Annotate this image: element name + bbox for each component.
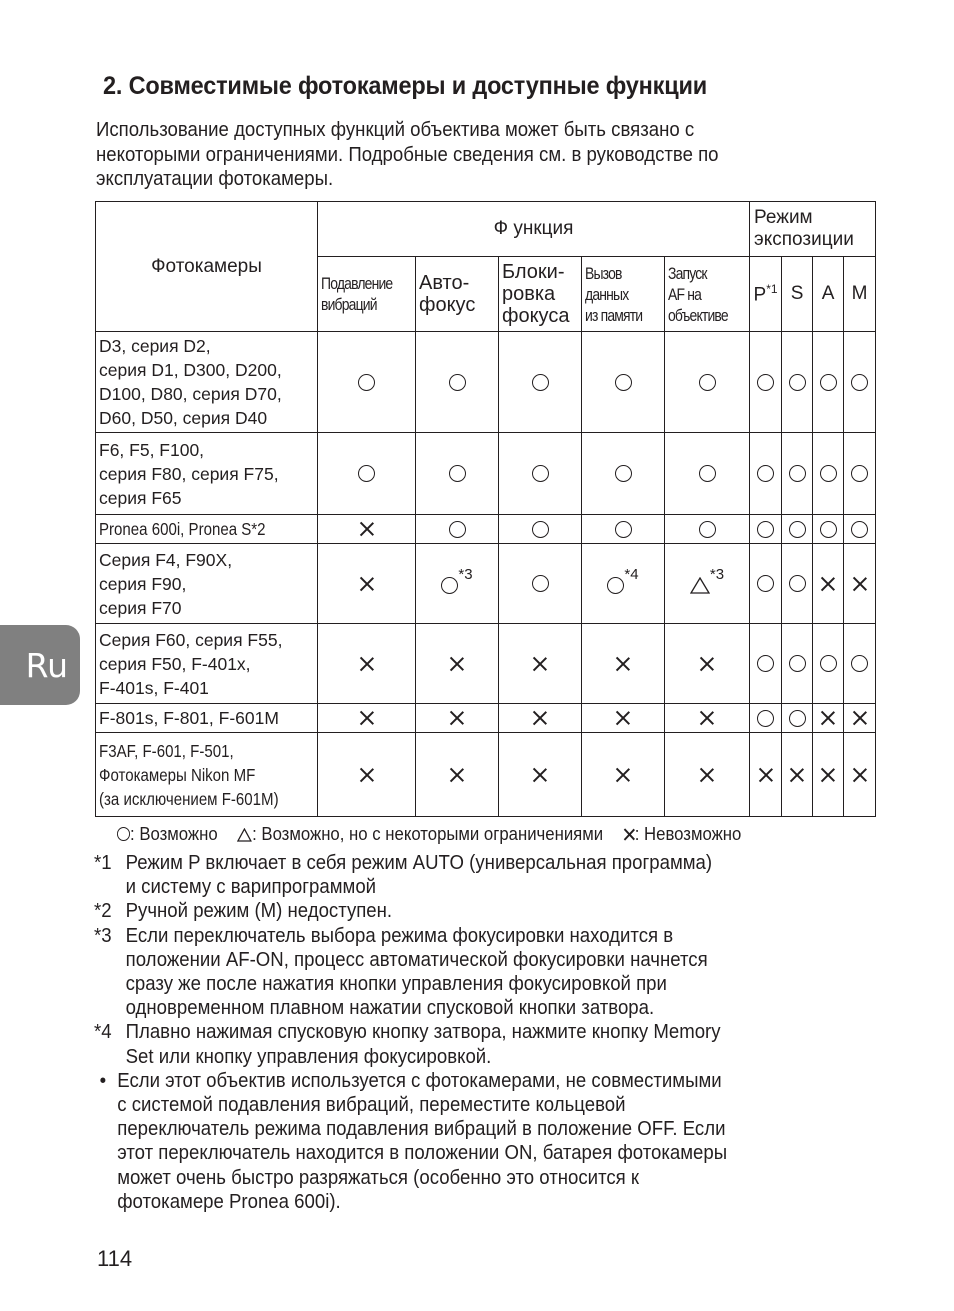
header-exposure-mode <box>750 202 876 257</box>
cross-icon <box>359 767 375 783</box>
camera-line: Серия F60, серия F55, <box>99 629 283 650</box>
circle-icon <box>789 465 806 482</box>
circle-icon <box>699 374 716 391</box>
circle-icon <box>851 374 868 391</box>
cross-icon <box>699 767 715 783</box>
bullet-icon: • <box>99 1069 107 1092</box>
compat-cell <box>844 515 876 544</box>
compat-cell <box>813 544 844 624</box>
bullet-line: Если этот объектив используется с фотокамерами, не совместимыми <box>117 1069 722 1092</box>
camera-cell <box>96 332 318 433</box>
legend-label: : Возможно, но с некоторыми ограничениями <box>252 824 604 844</box>
compat-cell <box>499 544 582 624</box>
header-mode-line: Режим <box>754 207 813 228</box>
language-tab: Ru <box>0 625 80 705</box>
cross-icon <box>820 767 836 783</box>
compat-cell <box>844 733 876 817</box>
footnote-4 <box>94 1020 838 1068</box>
header-mode-p <box>750 257 782 332</box>
header-function: Ф ункция <box>318 202 750 257</box>
cross-icon <box>699 710 715 726</box>
mode-label: P <box>753 284 767 306</box>
circle-icon <box>757 465 774 482</box>
header-line: фокуса <box>502 305 570 327</box>
header-vibration-reduction <box>318 257 416 332</box>
cross-icon <box>820 576 836 592</box>
cross-icon <box>532 767 548 783</box>
compat-cell <box>813 515 844 544</box>
cross-icon <box>615 710 631 726</box>
compat-cell <box>416 433 499 515</box>
circle-icon <box>449 374 466 391</box>
cross-icon <box>789 767 805 783</box>
compat-cell <box>750 733 782 817</box>
cross-icon <box>699 656 715 672</box>
compat-cell <box>844 624 876 704</box>
camera-cell <box>96 515 318 544</box>
circle-icon <box>532 374 549 391</box>
compat-cell <box>416 332 499 433</box>
compat-cell <box>499 433 582 515</box>
footnote-mark: *2 <box>94 900 112 923</box>
circle-icon <box>789 521 806 538</box>
header-cameras: Фотокамеры <box>96 202 318 332</box>
header-line: Авто- <box>419 272 470 294</box>
cross-icon <box>532 656 548 672</box>
compat-cell <box>499 624 582 704</box>
compat-cell <box>582 624 665 704</box>
cross-icon <box>532 710 548 726</box>
camera-cell <box>96 433 318 515</box>
compat-cell <box>750 624 782 704</box>
compat-cell <box>665 704 750 733</box>
compat-cell <box>782 624 813 704</box>
header-line: объективе <box>668 305 728 325</box>
footnote-line: сразу же после нажатия кнопки управления фокусировкой при <box>125 973 667 996</box>
footnote-2 <box>94 899 838 923</box>
circle-icon <box>441 577 458 594</box>
camera-cell <box>96 733 318 817</box>
compat-cell <box>665 544 750 624</box>
compat-cell <box>782 544 813 624</box>
compat-cell <box>582 332 665 433</box>
cross-icon <box>615 767 631 783</box>
cross-icon <box>449 767 465 783</box>
compat-cell <box>318 704 416 733</box>
header-line: Вызов <box>585 263 622 283</box>
compat-cell <box>416 704 499 733</box>
compat-cell <box>499 515 582 544</box>
bullet-line: переключатель режима подавления вибраций в положение OFF. Если <box>117 1118 726 1141</box>
compat-cell <box>750 544 782 624</box>
compat-cell <box>665 433 750 515</box>
compat-cell <box>813 624 844 704</box>
compat-cell <box>813 332 844 433</box>
camera-line: Серия F4, F90X, <box>99 549 233 570</box>
cross-icon <box>758 767 774 783</box>
bullet-line: с системой подавления вибраций, переместите кольцевой <box>117 1094 626 1117</box>
cross-icon <box>359 521 375 537</box>
camera-line: серия F90, <box>99 573 187 594</box>
footnote-line: одновременном плавном нажатии спусковой кнопки затвора. <box>125 997 655 1020</box>
circle-icon <box>789 374 806 391</box>
cross-icon <box>615 656 631 672</box>
header-focus-lock <box>499 257 582 332</box>
circle-icon <box>699 521 716 538</box>
circle-icon <box>615 374 632 391</box>
intro-line: Использование доступных функций объектива может быть связано с <box>96 119 695 141</box>
circle-icon <box>789 710 806 727</box>
header-autofocus <box>416 257 499 332</box>
cross-icon <box>359 656 375 672</box>
cross-icon <box>623 828 635 841</box>
camera-line: серия F65 <box>99 487 182 508</box>
compat-cell <box>750 332 782 433</box>
header-mode-s: S <box>782 257 813 332</box>
legend-label: : Невозможно <box>634 824 742 844</box>
circle-icon <box>757 710 774 727</box>
cross-icon <box>852 767 868 783</box>
compat-cell <box>750 515 782 544</box>
compat-cell <box>318 332 416 433</box>
header-mode-line: экспозиции <box>754 229 854 250</box>
compat-cell <box>782 733 813 817</box>
compat-cell <box>416 733 499 817</box>
page-number: 114 <box>97 1246 133 1271</box>
table-row <box>96 544 876 624</box>
cross-icon <box>449 710 465 726</box>
legend-limited <box>237 824 603 844</box>
footnote-line: и систему с варипрограммой <box>125 876 377 899</box>
compat-cell <box>499 332 582 433</box>
circle-icon <box>449 465 466 482</box>
camera-line: Pronea 600i, Pronea S*2 <box>99 519 266 539</box>
compat-cell <box>813 733 844 817</box>
intro-line: некоторыми ограничениями. Подробные сведения см. в руководстве по <box>96 143 719 166</box>
footnote-mark: *4 <box>94 1021 112 1044</box>
compat-cell <box>782 704 813 733</box>
footnote-ref: *3 <box>709 566 725 584</box>
camera-line: (за исключением F-601M) <box>99 788 279 809</box>
compat-cell <box>318 624 416 704</box>
footnote-ref: *1 <box>766 281 778 296</box>
compat-cell <box>665 332 750 433</box>
compat-cell <box>582 515 665 544</box>
section-title: 2. Совместимые фотокамеры и доступные функции <box>103 72 708 100</box>
camera-cell <box>96 624 318 704</box>
circle-icon <box>851 465 868 482</box>
camera-cell <box>96 704 318 733</box>
cross-icon <box>359 710 375 726</box>
symbol-legend <box>117 824 756 845</box>
camera-line: D60, D50, серия D40 <box>99 408 268 428</box>
compat-cell <box>844 704 876 733</box>
camera-line: серия F80, серия F75, <box>99 463 279 484</box>
compat-cell <box>665 515 750 544</box>
compat-cell <box>582 733 665 817</box>
cross-icon <box>820 710 836 726</box>
compat-cell <box>582 704 665 733</box>
header-line: ровка <box>502 283 556 305</box>
header-line: Блоки- <box>502 261 565 283</box>
circle-icon <box>757 575 774 592</box>
circle-icon <box>851 655 868 672</box>
compat-cell <box>416 544 499 624</box>
camera-line: Фотокамеры Nikon MF <box>99 764 256 785</box>
compat-cell <box>750 704 782 733</box>
footnote-1 <box>94 851 838 899</box>
circle-icon <box>789 575 806 592</box>
footnote-line: положении AF-ON, процесс автоматической фокусировки начнется <box>125 948 708 971</box>
table-row <box>96 704 876 733</box>
compat-cell <box>844 433 876 515</box>
table-row <box>96 332 876 433</box>
circle-icon <box>820 374 837 391</box>
bullet-note <box>94 1069 838 1214</box>
compat-cell <box>499 704 582 733</box>
table-row <box>96 624 876 704</box>
cross-icon <box>852 576 868 592</box>
circle-icon <box>532 575 549 592</box>
circle-icon <box>820 655 837 672</box>
camera-line: D3, серия D2, <box>99 336 211 356</box>
compat-cell <box>782 332 813 433</box>
header-line: AF на <box>668 284 702 304</box>
bullet-line: фотокамере Pronea 600i). <box>117 1190 341 1213</box>
circle-icon <box>851 521 868 538</box>
footnote-line: Set или кнопку управления фокусировкой. <box>125 1045 492 1068</box>
legend-impossible <box>623 824 742 844</box>
compat-cell <box>416 515 499 544</box>
bullet-line: этот переключатель находится в положении ON, батарея фотокамеры <box>117 1142 728 1165</box>
compat-cell <box>750 433 782 515</box>
camera-line: серия D1, D300, D200, <box>99 360 282 380</box>
circle-icon <box>532 465 549 482</box>
footnote-line: Ручной режим (M) недоступен. <box>125 900 393 923</box>
compat-cell <box>582 433 665 515</box>
table-body <box>96 332 876 817</box>
circle-icon <box>615 465 632 482</box>
camera-line: F3AF, F-601, F-501, <box>99 740 234 761</box>
camera-line: D100, D80, серия D70, <box>99 384 282 404</box>
intro-paragraph <box>96 118 831 192</box>
compat-cell <box>665 733 750 817</box>
circle-icon <box>358 374 375 391</box>
footnote-mark: *1 <box>94 852 112 874</box>
circle-icon <box>532 521 549 538</box>
table-row <box>96 515 876 544</box>
circle-icon <box>757 655 774 672</box>
circle-icon <box>607 577 624 594</box>
triangle-icon <box>690 577 710 594</box>
table-row <box>96 733 876 817</box>
header-line: фокус <box>419 294 476 316</box>
header-memory-recall <box>582 257 665 332</box>
circle-icon <box>820 521 837 538</box>
compat-cell <box>782 433 813 515</box>
circle-icon <box>117 827 130 841</box>
header-line: Запуск <box>668 263 707 283</box>
circle-icon <box>757 521 774 538</box>
compat-cell <box>318 733 416 817</box>
compat-cell <box>782 515 813 544</box>
table-row <box>96 433 876 515</box>
cross-icon <box>359 576 375 592</box>
footnote-line: Плавно нажимая спусковую кнопку затвора, нажмите кнопку Memory <box>125 1021 721 1044</box>
cross-icon <box>852 710 868 726</box>
camera-line: F-801s, F-801, F-601M <box>99 708 279 728</box>
compat-cell <box>318 515 416 544</box>
legend-possible <box>117 824 218 844</box>
circle-icon <box>449 521 466 538</box>
bullet-line: может очень быстро разряжаться (особенно это относится к <box>117 1166 640 1189</box>
compatibility-table <box>95 201 876 817</box>
header-line: из памяти <box>585 305 643 325</box>
compat-cell <box>582 544 665 624</box>
header-af-activation <box>665 257 750 332</box>
compat-cell <box>844 544 876 624</box>
intro-line: эксплуатации фотокамеры. <box>96 168 334 190</box>
footnote-mark: *3 <box>94 924 112 947</box>
footnote-3 <box>94 924 838 1021</box>
footnote-line: Режим P включает в себя режим AUTO (универсальная программа) <box>125 852 713 874</box>
compat-cell <box>416 624 499 704</box>
camera-line: F-401s, F-401 <box>99 677 209 698</box>
cross-icon <box>449 656 465 672</box>
compat-cell <box>844 332 876 433</box>
circle-icon <box>358 465 375 482</box>
triangle-icon <box>237 828 252 842</box>
header-line: данных <box>585 284 629 304</box>
compat-cell <box>813 433 844 515</box>
compat-cell <box>318 433 416 515</box>
footnotes <box>94 851 894 1214</box>
header-mode-m: M <box>844 257 876 332</box>
footnote-ref: *3 <box>458 566 473 584</box>
circle-icon <box>615 521 632 538</box>
compat-cell <box>665 624 750 704</box>
header-line: Подавление <box>321 274 393 293</box>
compat-cell <box>499 733 582 817</box>
circle-icon <box>820 465 837 482</box>
footnote-ref: *4 <box>624 566 639 584</box>
compat-cell <box>318 544 416 624</box>
camera-line: F6, F5, F100, <box>99 439 205 460</box>
circle-icon <box>699 465 716 482</box>
camera-line: серия F70 <box>99 597 182 618</box>
camera-line: серия F50, F-401x, <box>99 653 251 674</box>
circle-icon <box>757 374 774 391</box>
circle-icon <box>789 655 806 672</box>
header-mode-a: A <box>813 257 844 332</box>
header-line: вибраций <box>321 295 377 314</box>
compat-cell <box>813 704 844 733</box>
legend-label: : Возможно <box>130 824 218 844</box>
camera-cell <box>96 544 318 624</box>
footnote-line: Если переключатель выбора режима фокусировки находится в <box>125 924 674 947</box>
